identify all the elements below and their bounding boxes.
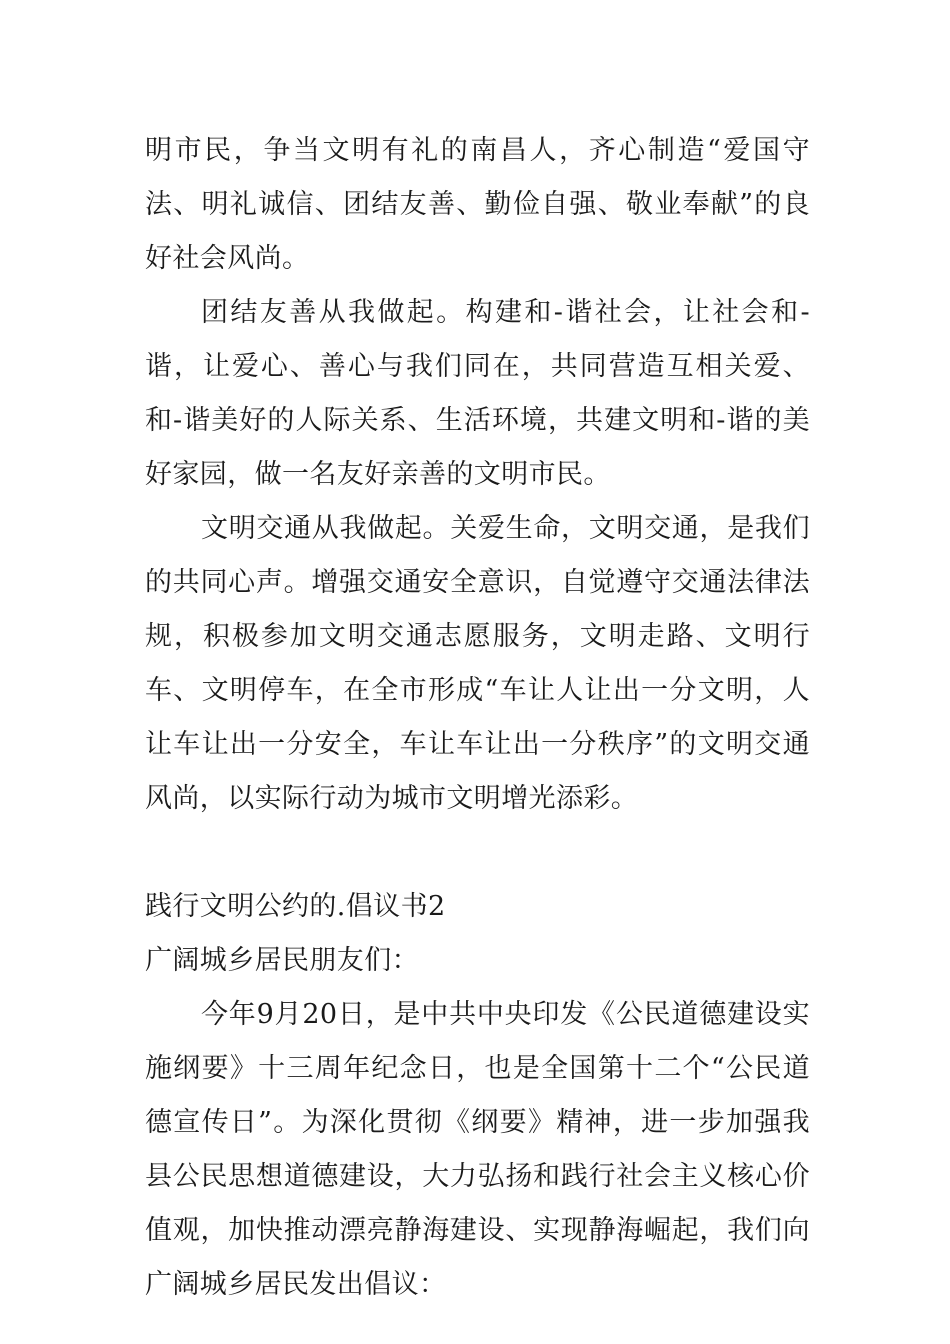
salutation: 广阔城乡居民朋友们： [145, 945, 419, 976]
paragraph-traffic: 文明交通从我做起。关爱生命，文明交通，是我们的共同心声。增强交通安全意识，自觉遵守交通法律法规，积极参加文明交通志愿服务，文明走路、文明行车、文明停车，在全市形成“车让人让出一分文明，人让车让出一分安全，车让车让出一分秩序”的文明交通风尚，以实际行动为城市文明增光添彩。 [145, 513, 810, 814]
document-body [145, 124, 810, 1312]
section-spacer [145, 826, 810, 880]
paragraph-unity: 团结友善从我做起。构建和-谐社会，让社会和-谐，让爱心、善心与我们同在，共同营造互相关爱、和-谐美好的人际关系、生活环境，共建文明和-谐的美好家园，做一名友好亲善的文明市民。 [145, 297, 810, 490]
paragraph-proposal-intro: 今年9月20日，是中共中央印发《公民道德建设实施纲要》十三周年纪念日，也是全国第十二个“公民道德宣传日”。为深化贯彻《纲要》精神，进一步加强我县公民思想道德建设，大力弘扬和践行社会主义核心价值观，加快推动漂亮静海建设、实现静海崛起，我们向广阔城乡居民发出倡议： [145, 999, 810, 1300]
paragraph-continued: 明市民，争当文明有礼的南昌人，齐心制造“爱国守法、明礼诚信、团结友善、勤俭自强、敬业奉献”的良好社会风尚。 [145, 135, 810, 274]
section-title: 践行文明公约的.倡议书2 [145, 891, 446, 922]
